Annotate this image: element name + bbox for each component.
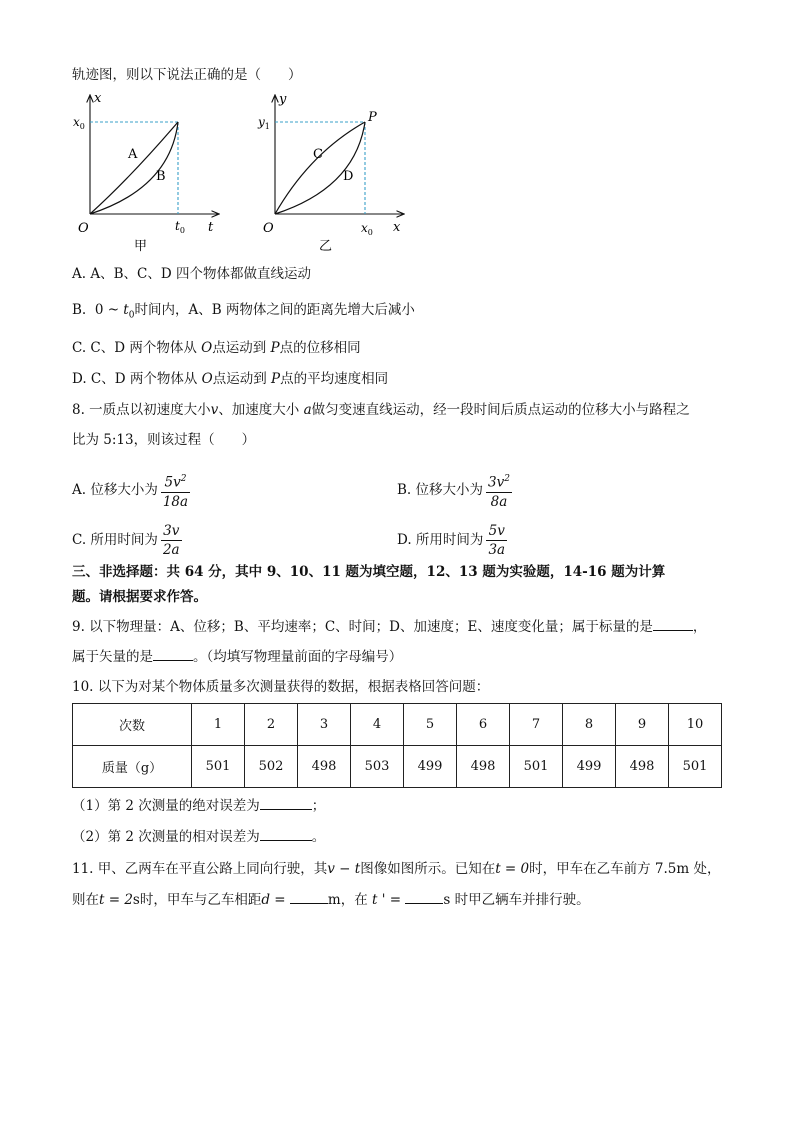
section3-heading-line1: 三、非选择题：共 64 分，其中 9、10、11 题为填空题，12、13 题为实验题，14-16 题为计算 [72,564,666,580]
table-cell: 2 [245,704,298,746]
yi-caption: 乙 [319,239,333,254]
yi-y-tick-label: $y_1$ [258,115,270,131]
q9-line1: 9. 以下物理量：A、位移；B、平均速率；C、时间；D、加速度；E、速度变化量；属于标量的是 ， [72,616,706,637]
table-cell: 499 [563,746,616,788]
q8-stem-line1: 8. 一质点以初速度大小v、加速度大小 a做匀变速直线运动，经一段时间后质点运动的位移大小与路程之 [72,402,690,418]
jia-x-tick-label: $t_0$ [175,219,185,235]
table-cell: 498 [616,746,669,788]
table-cell: 502 [245,746,298,788]
table-cell: 498 [457,746,510,788]
q11-line1: 11. 甲、乙两车在平直公路上同向行驶，其v − t图像如图所示。已知在t = 0时，甲车在乙车前方 7.5m 处， [72,861,721,877]
q7-option-c: C. C、D 两个物体从 O点运动到 P点的位移相同 [72,340,361,356]
yi-curve-d-label: D [343,169,354,184]
table-cell: 501 [192,746,245,788]
table-header-mass: 质量（g） [73,746,192,788]
figure-yi-y-x-graph [255,88,415,258]
jia-y-tick-label: $x_0$ [73,115,85,131]
q7-option-a: A. A、B、C、D 四个物体都做直线运动 [72,266,311,282]
jia-caption: 甲 [134,239,148,254]
table-header-trials: 次数 [73,704,192,746]
table-cell: 3 [298,704,351,746]
jia-y-axis-label: x [94,91,102,106]
q8-option-d-fraction: $\frac{5v}{3a}$ [488,523,506,558]
q7-option-d: D. C、D 两个物体从 O点运动到 P点的平均速度相同 [72,371,389,387]
q11-blank-distance[interactable] [290,889,328,904]
section3-heading-line2: 题。请根据要求作答。 [72,589,207,605]
q10-blank-absolute-error[interactable] [260,795,312,810]
yi-origin-label: O [263,221,274,236]
table-cell: 4 [351,704,404,746]
q10-mass-table [72,703,722,788]
q9-blank-scalar[interactable] [653,616,693,631]
jia-x-axis-label: t [208,220,214,235]
q7-option-b: B. 0 ~ $t_0$时间内，A、B 两物体之间的距离先增大后减小 [72,302,415,321]
q10-blank-relative-error[interactable] [260,826,312,841]
table-cell: 5 [404,704,457,746]
table-cell: 503 [351,746,404,788]
q8-option-c: C. 所用时间为 $\frac{3v}{2a}$ [72,523,180,558]
jia-curve-a [90,122,178,214]
table-row-trials [73,704,722,746]
table-row-mass [73,746,722,788]
yi-x-axis-label: x [393,220,401,235]
jia-curve-a-label: A [128,147,138,162]
table-cell: 8 [563,704,616,746]
q10-stem: 10. 以下为对某个物体质量多次测量获得的数据，根据表格回答问题： [72,679,490,695]
table-cell: 498 [298,746,351,788]
q8-option-b-fraction: $\frac{3v^2}{8a}$ [486,470,512,511]
table-cell: 501 [669,746,722,788]
jia-origin-label: O [78,221,89,236]
table-cell: 6 [457,704,510,746]
yi-point-p-label: P [368,110,377,125]
q9-blank-vector[interactable] [153,646,193,661]
jia-curve-b [90,122,178,214]
figure-jia-x-t-graph [70,88,230,258]
table-cell: 10 [669,704,722,746]
table-cell: 7 [510,704,563,746]
q8-option-d: D. 所用时间为 $\frac{5v}{3a}$ [397,523,506,558]
yi-curve-c [275,122,365,214]
yi-x-tick-label: $x_0$ [361,221,373,237]
q7-stem: 轨迹图，则以下说法正确的是（ ） [72,67,302,83]
yi-curve-d [275,122,365,214]
q8-stem-line2: 比为 5:13，则该过程（ ） [72,432,256,448]
q8-option-c-fraction: $\frac{3v}{2a}$ [162,523,180,558]
q8-option-b: B. 位移大小为 $\frac{3v^2}{8a}$ [397,470,512,511]
q10-sub1: （1）第 2 次测量的绝对误差为 ； [72,795,325,816]
q8-option-a: A. 位移大小为 $\frac{5v^2}{18a}$ [72,470,190,511]
q10-sub2: （2）第 2 次测量的相对误差为 。 [72,826,325,847]
q9-line2: 属于矢量的是 。（均填写物理量前面的字母编号） [72,646,402,667]
q11-line2: 则在t = 2s时，甲车与乙车相距d = m，在 t ' = s 时甲乙辆车并排行驶。 [72,889,590,910]
table-cell: 499 [404,746,457,788]
yi-y-axis-label: y [279,92,287,107]
yi-curve-c-label: C [313,147,323,162]
table-cell: 9 [616,704,669,746]
q8-option-a-fraction: $\frac{5v^2}{18a}$ [161,470,190,511]
table-cell: 1 [192,704,245,746]
q11-blank-time[interactable] [405,889,443,904]
jia-curve-b-label: B [156,169,166,184]
table-cell: 501 [510,746,563,788]
